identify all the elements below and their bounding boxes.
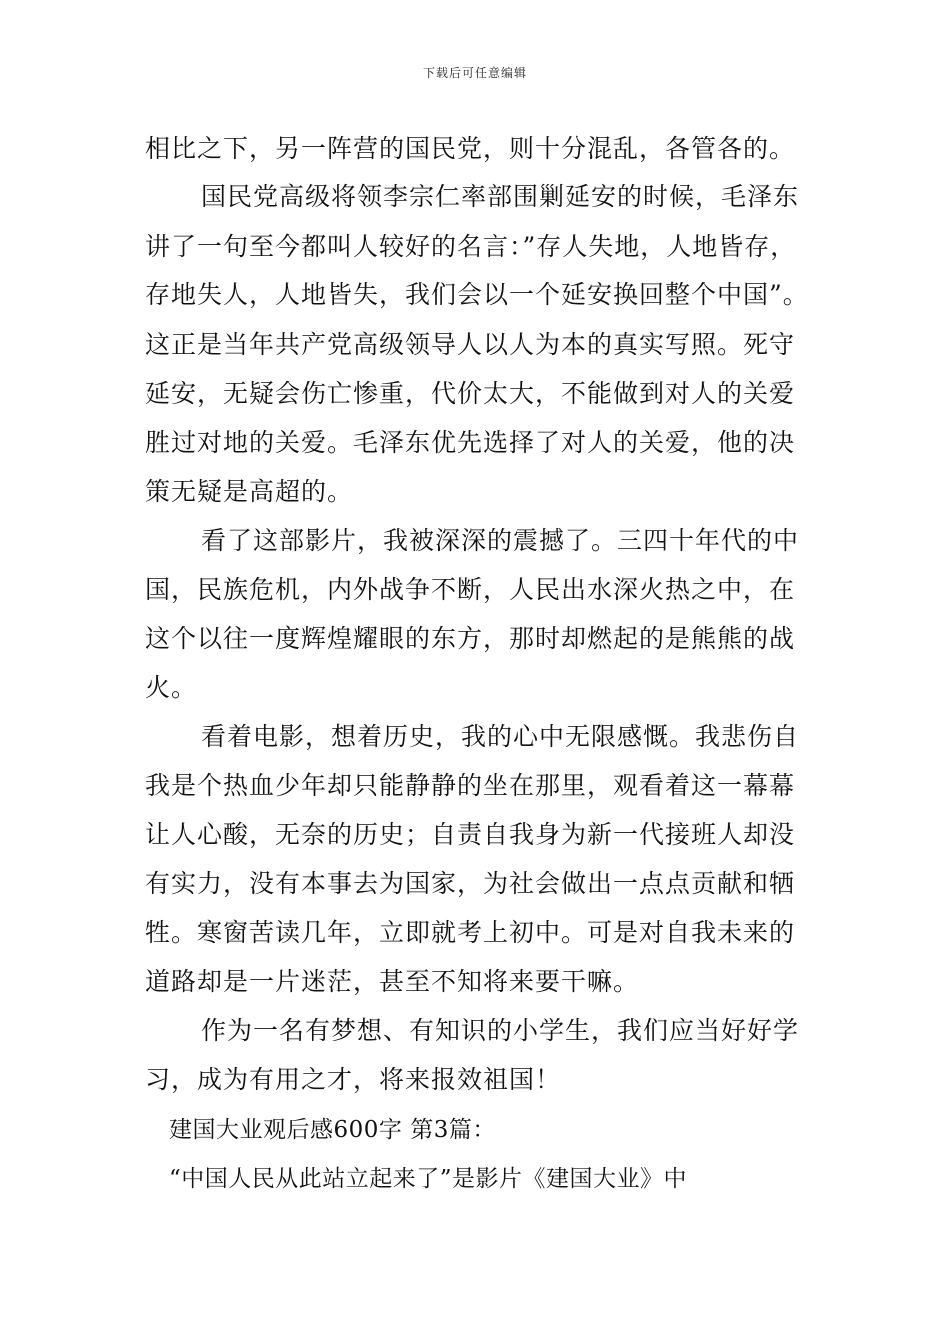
text-line: 这个以往一度辉煌耀眼的东方，那时却燃起的是熊熊的战	[145, 624, 796, 653]
paragraph-start: 国民党高级将领李宗仁率部围剿延安的时候，毛泽东	[201, 182, 800, 211]
text-line: 习，成为有用之才，将来报效祖国！	[145, 1065, 562, 1094]
text-line: 牲。寒窗苦读几年，立即就考上初中。可是对自我未来的	[145, 918, 796, 947]
text-line: 火。	[145, 673, 198, 702]
text-line: 让人心酸，无奈的历史；自责自我身为新一代接班人却没	[145, 820, 796, 849]
text-line: 策无疑是高超的。	[145, 477, 354, 506]
text-line: 道路却是一片迷茫，甚至不知将来要干嘛。	[145, 967, 640, 996]
paragraph-start: 作为一名有梦想、有知识的小学生，我们应当好好学	[201, 1016, 800, 1045]
text-line: 相比之下，另一阵营的国民党，则十分混乱，各管各的。	[145, 134, 796, 163]
text-line: 有实力，没有本事去为国家，为社会做出一点点贡献和牺	[145, 869, 796, 898]
text-line: 讲了一句至今都叫人较好的名言：”存人失地，人地皆存，	[145, 232, 797, 261]
text-line: 这正是当年共产党高级领导人以人为本的真实写照。死守	[145, 330, 796, 359]
paragraph-start: “中国人民从此站立起来了”是影片《建国大业》中	[169, 1166, 688, 1192]
text-line: 国，民族危机，内外战争不断，人民出水深火热之中，在	[145, 575, 796, 604]
text-line: 我是个热血少年却只能静静的坐在那里，观看着这一幕幕	[145, 771, 796, 800]
paragraph-start: 看着电影，想着历史，我的心中无限感慨。我悲伤自	[201, 722, 800, 751]
paragraph-start: 看了这部影片，我被深深的震撼了。三四十年代的中	[201, 526, 800, 555]
text-line: 存地失人，人地皆失，我们会以一个延安换回整个中国”。	[145, 280, 809, 309]
section-heading: 建国大业观后感600字 第3篇：	[169, 1117, 496, 1143]
text-line: 胜过对地的关爱。毛泽东优先选择了对人的关爱，他的决	[145, 428, 796, 457]
page-header: 下载后可任意编辑	[422, 66, 527, 80]
text-line: 延安，无疑会伤亡惨重，代价太大，不能做到对人的关爱	[145, 379, 796, 408]
